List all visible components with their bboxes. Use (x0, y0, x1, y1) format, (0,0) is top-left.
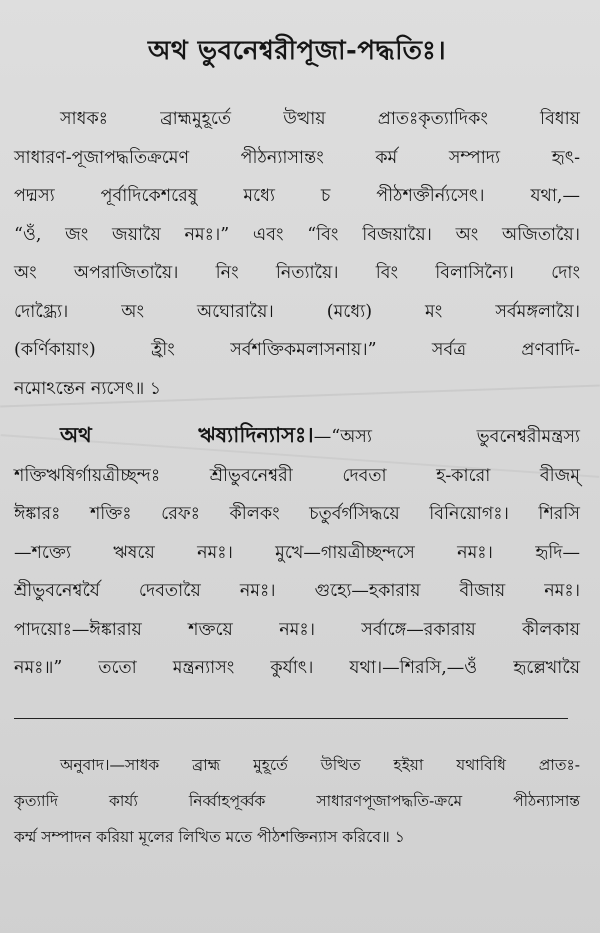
text-line: অনুবাদ।—সাধক ব্রাহ্ম মুহূর্তে উত্থিত হইয়া যথাবিধি প্রাতঃ- (60, 755, 580, 774)
text-line: নমঃ॥” ততো মন্ত্রন্যাসং কুর্যাৎ। যথা।—শিরসি,—ওঁ হৃল্লেখায়ৈ (14, 658, 580, 678)
text-line: দোগ্ধ্র্যৈ। অং অঘোরায়ৈ। (মধ্যে) মং সর্বমঙ্গলায়ৈ। (14, 301, 580, 322)
paragraph-pitha-nyasa (14, 100, 580, 408)
section-divider (14, 718, 568, 719)
text-line (14, 416, 580, 457)
page-title: অথ ভুবনেশ্বরীপূজা-পদ্ধতিঃ। (147, 36, 447, 66)
text-line: কৃত্যাদি কার্য্য নির্ব্বাহপূর্ব্বক সাধারণপূজাপদ্ধতি-ক্রমে পীঠন্যাসান্ত (14, 791, 580, 810)
text-span: —“অস্য ভুবনেশ্বরীমন্ত্রস্য (313, 427, 580, 447)
text-line: —শক্ত্যে ঋষয়ে নমঃ। মুখে—গায়ত্রীচ্ছন্দসে নমঃ। হৃদি— (14, 542, 580, 563)
text-line: শক্তিঋষির্গায়ত্রীচ্ছন্দঃ শ্রীভুবনেশ্বরী দেবতা হ-কারো বীজম্ (14, 465, 580, 486)
text-line: শ্রীভুবনেশ্বর্যৈ দেবতায়ৈ নমঃ। গুহ্যে—হকারায় বীজায় নমঃ। (14, 581, 580, 601)
text-line: ঈঙ্কারঃ শক্তিঃ রেফঃ কীলকং চতুর্বর্গসিদ্ধয়ে বিনিয়োগঃ। শিরসি (14, 504, 580, 524)
text-line: পাদয়োঃ—ঈঙ্কারায় শক্তয়ে নমঃ। সর্বাঙ্গে—রকারায় কীলকায় (14, 619, 580, 640)
text-line: নমোঽন্তেন ন্যসেৎ॥ ১ (14, 378, 162, 399)
text-line: (কর্ণিকায়াং) হ্রীং সর্বশক্তিকমলাসনায়।” সর্বত্র প্রণবাদি- (14, 340, 580, 360)
translation-paragraph (14, 747, 580, 855)
text-line: অং অপরাজিতায়ৈ। নিং নিত্যায়ৈ। বিং বিলাসিন্যৈ। দোং (14, 263, 580, 283)
text-line: সাধকঃ ব্রাহ্মমুহূর্তে উত্থায় প্রাতঃকৃত্যাদিকং বিধায় (60, 109, 580, 129)
text-line: কর্ম্ম সম্পাদন করিয়া মূলের লিখিত মতে পীঠশক্তিন্যাস করিবে॥ ১ (14, 827, 405, 846)
section-heading: অথ ঋষ্যাদিন্যাসঃ। (60, 422, 314, 447)
text-line: সাধারণ-পূজাপদ্ধতিক্রমেণ পীঠন্যাসান্তং কর্ম সম্পাদ্য হৃৎ- (14, 147, 580, 168)
text-line: পদ্মস্য পূর্বাদিকেশরেষু মধ্যে চ পীঠশক্তীর্ন্যসেৎ। যথা,— (14, 186, 580, 206)
text-line: “ওঁ, জং জয়ায়ৈ নমঃ।” এবং “বিং বিজয়ায়ৈ। অং অজিতায়ৈ। (14, 224, 580, 245)
